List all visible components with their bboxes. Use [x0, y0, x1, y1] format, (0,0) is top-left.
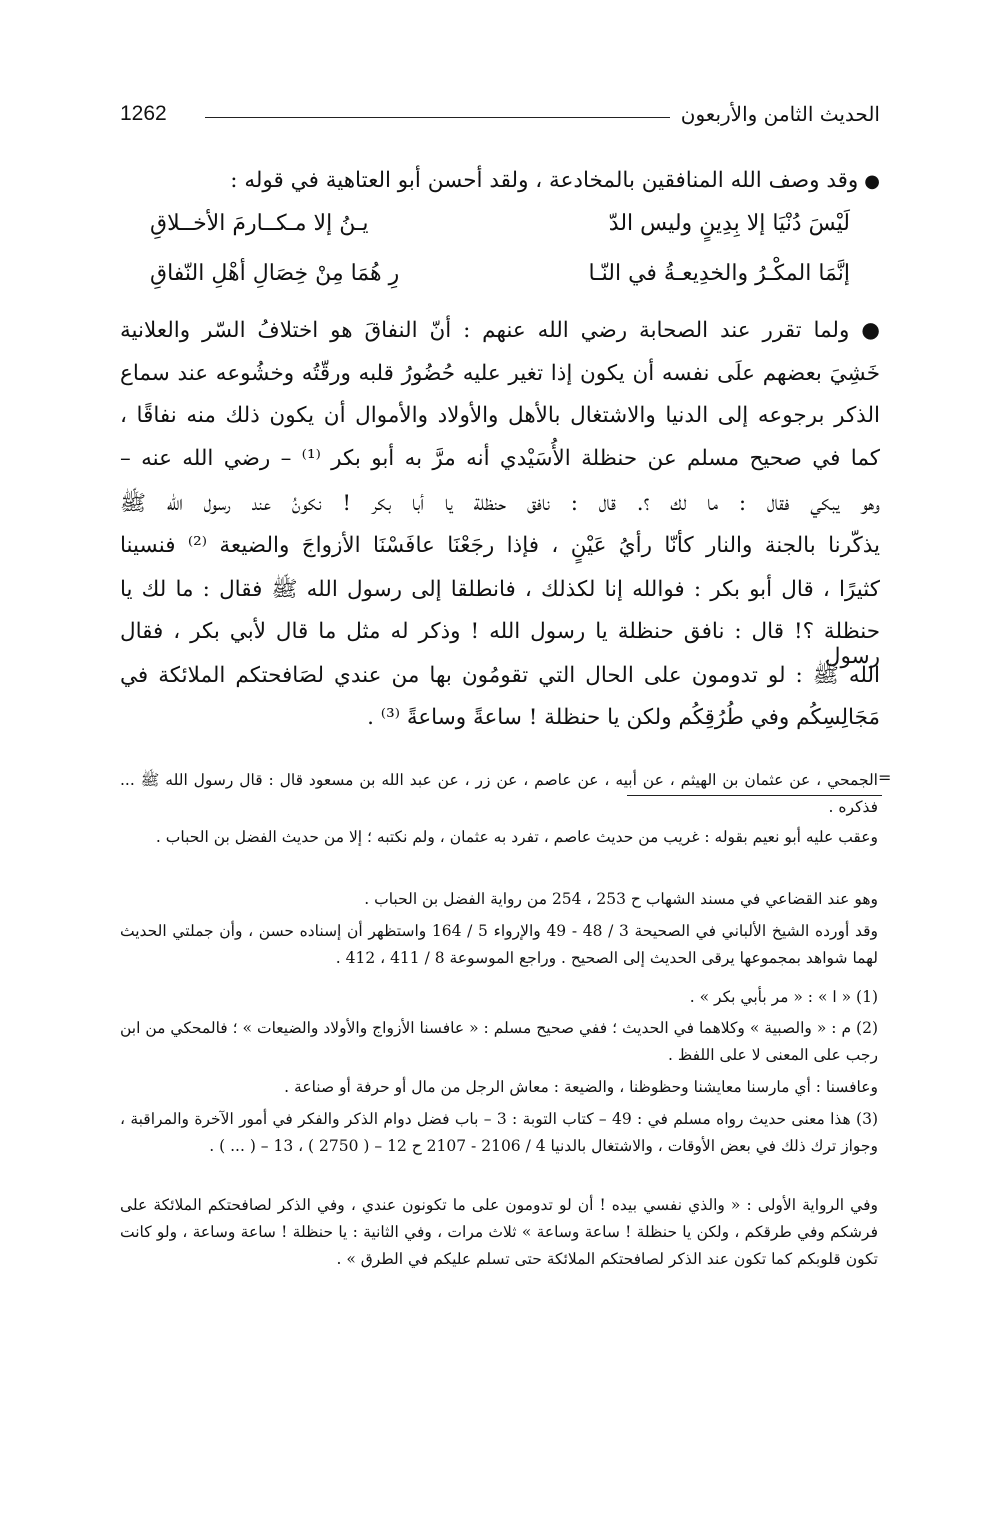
footnote-item: (2) م : « والصبية » وكلاهما في الحديث ؛ ففي صحيح مسلم : « عافسنا الأزواج والأولاد والضيعات » ؛ فالمحكي من ابن رجب على المعنى لا على اللفظ .	[120, 1019, 878, 1064]
footnote-item: وعقب عليه أبو نعيم بقوله : غريب من حديث عاصم ، تفرد به عثمان ، ولم نكتبه ؛ إلا من حديث الفضل بن الحباب .	[155, 828, 878, 846]
footnote-continuation-mark: =	[878, 768, 892, 787]
paragraph-line: الله ﷺ : لو تدومون على الحال التي تقومُون بها من عندي لصَافحتكم الملائكة في	[120, 663, 880, 688]
paragraph-line: خَشِيَ بعضهم علَى نفسه أن يكون إذا تغير عليه حُضُورُ قلبه ورقّتُه وخشُوعه عند سماع	[120, 361, 880, 386]
paragraph-line: كما في صحيح مسلم عن حنظلة الأُسَيْدي أنه مرَّ به أبو بكر ⁽¹⁾ – رضي الله عنه –	[120, 446, 880, 471]
paragraph-line: كثيرًا ، قال أبو بكر : فوالله إنا لكذلك ، فانطلقا إلى رسول الله ﷺ فقال : ما لك يا	[120, 577, 880, 602]
verse-1-first-hemistich: لَيْسَ دُنْيَا إلا بِدِينٍ وليس الدّ	[608, 211, 850, 236]
page-header	[120, 102, 880, 132]
page-number: 1262	[120, 102, 167, 125]
paragraph-line: وهو يبكي فقال : ما لك ؟. قال : نافق حنظلة يا أبا بكر ! نكونُ عند رسول الله ﷺ	[120, 491, 880, 516]
verse-2-second-hemistich: رِ هُمَا مِنْ خِصَالِ أهْلِ النّفاقِ	[150, 261, 400, 286]
intro-text: وقد وصف الله المنافقين بالمخادعة ، ولقد أحسن أبو العتاهية في قوله :	[230, 168, 859, 193]
footnote-item: (3) هذا معنى حديث رواه مسلم في : 49 – كتاب التوبة : 3 – باب فضل دوام الذكر والفكر في أمور الآخرة والمراقبة ، وجواز ترك ذلك في بعض الأوقات ، والاشتغال بالدنيا 4 / 2106 - 2107 ح 12 – ( 2750 ) ، 13 – ( ... ) .	[120, 1110, 879, 1155]
footnote-item: (1) « ا » : « مر بأبي بكر » .	[689, 988, 878, 1006]
verse-2-first-hemistich: إنَّمَا المكْـرُ والخدِيعـةُ في النّـا	[588, 261, 850, 286]
verse-1-second-hemistich: يـنُ إلا مـكــارمَ الأخــلاقِ	[150, 211, 369, 236]
paragraph-line: حنظلة ؟! قال : نافق حنظلة يا رسول الله ! وذكر له مثل ما قال لأبي بكر ، فقال رسول	[120, 619, 880, 669]
header-rule	[205, 117, 670, 118]
footnote-item: وعافسنا : أي مارسنا معايشنا وحظوظنا ، والضيعة : معاش الرجل من مال أو حرفة أو صناعة .	[284, 1078, 878, 1096]
paragraph-line: ● ولما تقرر عند الصحابة رضي الله عنهم : أنّ النفاقَ هو اختلافُ السّر والعلانية	[120, 318, 880, 343]
verse-1	[150, 211, 850, 251]
paragraph-line: الذكر برجوعه إلى الدنيا والاشتغال بالأهل والأولاد والأموال أن يكون ذلك منه نفاقًا ،	[120, 403, 880, 428]
bullet-icon: ●	[864, 171, 880, 192]
footnote-item: الجمحي ، عن عثمان بن الهيثم ، عن أبيه ، عن عاصم ، عن زر ، عن عبد الله بن مسعود قال : قال رسول الله ﷺ ... فذكره .	[120, 771, 878, 816]
verse-2	[150, 261, 850, 301]
running-title: الحديث الثامن والأربعون	[680, 102, 880, 126]
paragraph-line: يذكّرنا بالجنة والنار كأنّا رأيُ عَيْنٍ ، فإذا رجَعْنَا عافَسْنَا الأزواجَ والضيعة ⁽²⁾ فنسينا	[120, 533, 880, 558]
intro-line	[120, 168, 880, 193]
footnote-item: وقد أورده الشيخ الألباني في الصحيحة 3 / 48 - 49 والإرواء 5 / 164 واستظهر أن إسناده حسن ، وأن جملتي الحديث لهما شواهد بمجموعها يرقى الحديث إلى الصحيح . وراجع الموسوعة 8 / 411 ، 412 .	[120, 922, 879, 967]
footnote-item: وفي الرواية الأولى : « والذي نفسي بيده ! أن لو تدومون على ما تكونون عندي ، وفي الذكر لصافحتكم الملائكة على فرشكم وفي طرقكم ، ولكن يا حنظلة ! ساعة وساعة » ثلاث مرات ، وفي الثانية : يا حنظلة ! ساعة وساعة ، ولو كانت تكون قلوبكم كما تكون عند الذكر لصافحتكم الملائكة حتى تسلم عليكم في الطرق » .	[120, 1196, 878, 1268]
footnote-item: وهو عند القضاعي في مسند الشهاب ح 253 ، 254 من رواية الفضل بن الحباب .	[364, 890, 878, 908]
paragraph-line: مَجَالِسِكُم وفي طُرُقِكُم ولكن يا حنظلة ! ساعةً وساعةً ⁽³⁾ .	[367, 705, 880, 730]
